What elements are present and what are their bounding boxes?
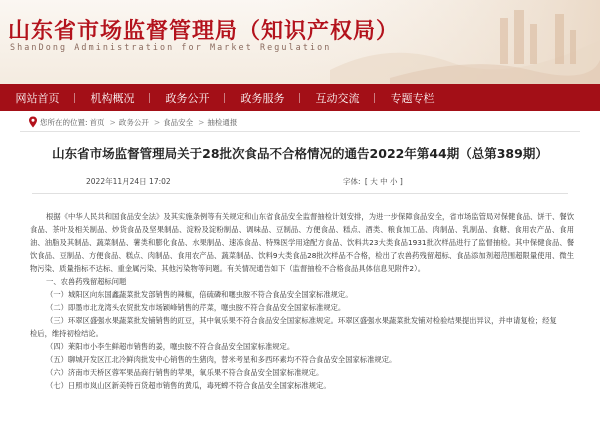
meta-divider bbox=[32, 193, 568, 194]
location-pin-icon bbox=[28, 116, 38, 128]
intro-paragraph: 根据《中华人民共和国食品安全法》及其实施条例等有关规定和山东省食品安全监督抽检计划安排，为进一步保障食品安全，省市场监管局对保健食品、饼干、餐饮食品、茶叶及相关制品、炒货食品及坚果制品、淀粉及淀粉制品、调味品、豆制品、方便食品、糕点、酒类、粮食加工品、肉制品、乳制品、食糖、食用农产品、食用油、油脂及其制品、蔬菜制品、薯类和膨化食品、水果制品、速冻食品、特殊医学用途配方食品、饮料共23大类食品1931批次样品进行了监督抽检。其中保健食品、餐饮食品、豆制品、方便食品、糕点、肉制品、食用农产品、蔬菜制品、饮料9大类食品28批次样品不合格，检出了农兽药残留超标、食品添加剂超范围超限量使用、微生物污染、质量指标不达标、重金属污染、其他污染物等问题。有关情况通告如下（监督抽检不合格食品具体信息见附件2）。 bbox=[30, 212, 574, 273]
site-subtitle: ShanDong Administration for Market Regulation bbox=[10, 42, 332, 52]
list-item: （四）莱阳市小李生鲜超市销售的姜，噻虫胺不符合食品安全国家标准规定。 bbox=[46, 342, 295, 351]
nav-item-public-affairs[interactable]: 政务公开 bbox=[150, 90, 225, 106]
breadcrumb-inspection[interactable]: 抽检通报 bbox=[207, 117, 238, 127]
breadcrumb-separator: > bbox=[198, 117, 205, 127]
list-item: （六）济南市天桥区蓉军果品商行销售的苹果，氧乐果不符合食品安全国家标准规定。 bbox=[46, 368, 324, 377]
publish-date: 2022年11月24日 17:02 bbox=[86, 177, 171, 186]
breadcrumb-food-safety[interactable]: 食品安全 bbox=[163, 117, 194, 127]
breadcrumb-prefix: 您所在的位置: bbox=[40, 117, 88, 127]
breadcrumb-public-affairs[interactable]: 政务公开 bbox=[118, 117, 149, 127]
font-size-control: 字体: [ 大 中 小 ] bbox=[343, 177, 403, 186]
font-size-large[interactable]: 大 bbox=[370, 177, 378, 186]
font-size-medium[interactable]: 中 bbox=[380, 177, 388, 186]
breadcrumb-home[interactable]: 首页 bbox=[89, 117, 105, 127]
list-item: （七）日照市岚山区新美特百货超市销售的黄瓜，毒死蜱不符合食品安全国家标准规定。 bbox=[46, 381, 331, 390]
list-item: （一）城阳区向东国鑫蔬菜批发部销售的辣椒，倍硫磷和噻虫胺不符合食品安全国家标准规定。 bbox=[46, 290, 353, 299]
nav-item-services[interactable]: 政务服务 bbox=[225, 90, 300, 106]
site-title[interactable]: 山东省市场监督管理局（知识产权局） bbox=[8, 19, 400, 44]
list-item: （三）环翠区盛强水果蔬菜批发铺销售的豇豆，其中氧乐果不符合食品安全国家标准规定。环翠区盛强水果蔬菜批发铺对检验结果提出异议，并申请复检；经复 bbox=[46, 316, 557, 325]
list-item: （二）即墨市北龙湾头农贸批发市场颖峰销售的芹菜，噻虫胺不符合食品安全国家标准规定。 bbox=[46, 303, 346, 312]
list-item: （五）聊城开发区江北冷鲜肉批发中心销售的生猪肉，替米考星和多西环素均不符合食品安全国家标准规定。 bbox=[46, 355, 397, 364]
article-title: 山东省市场监督管理局关于28批次食品不合格情况的通告2022年第44期（总第389期） bbox=[52, 146, 548, 161]
site-header bbox=[0, 0, 600, 84]
nav-item-home[interactable]: 网站首页 bbox=[0, 90, 75, 106]
section-heading: 一、农兽药残留超标问题 bbox=[46, 277, 127, 286]
breadcrumb-separator: > bbox=[109, 117, 116, 127]
nav-item-about[interactable]: 机构概况 bbox=[75, 90, 150, 106]
font-size-label: 字体: bbox=[343, 177, 361, 186]
breadcrumb bbox=[28, 114, 239, 130]
nav-item-interaction[interactable]: 互动交流 bbox=[300, 90, 375, 106]
nav-item-topics[interactable]: 专题专栏 bbox=[390, 91, 435, 105]
list-item-continuation: 检后，维持初检结论。 bbox=[30, 329, 103, 338]
article-body bbox=[30, 210, 574, 392]
font-size-small[interactable]: 小 bbox=[390, 177, 398, 186]
main-nav bbox=[0, 84, 600, 111]
breadcrumb-separator: > bbox=[153, 117, 161, 127]
